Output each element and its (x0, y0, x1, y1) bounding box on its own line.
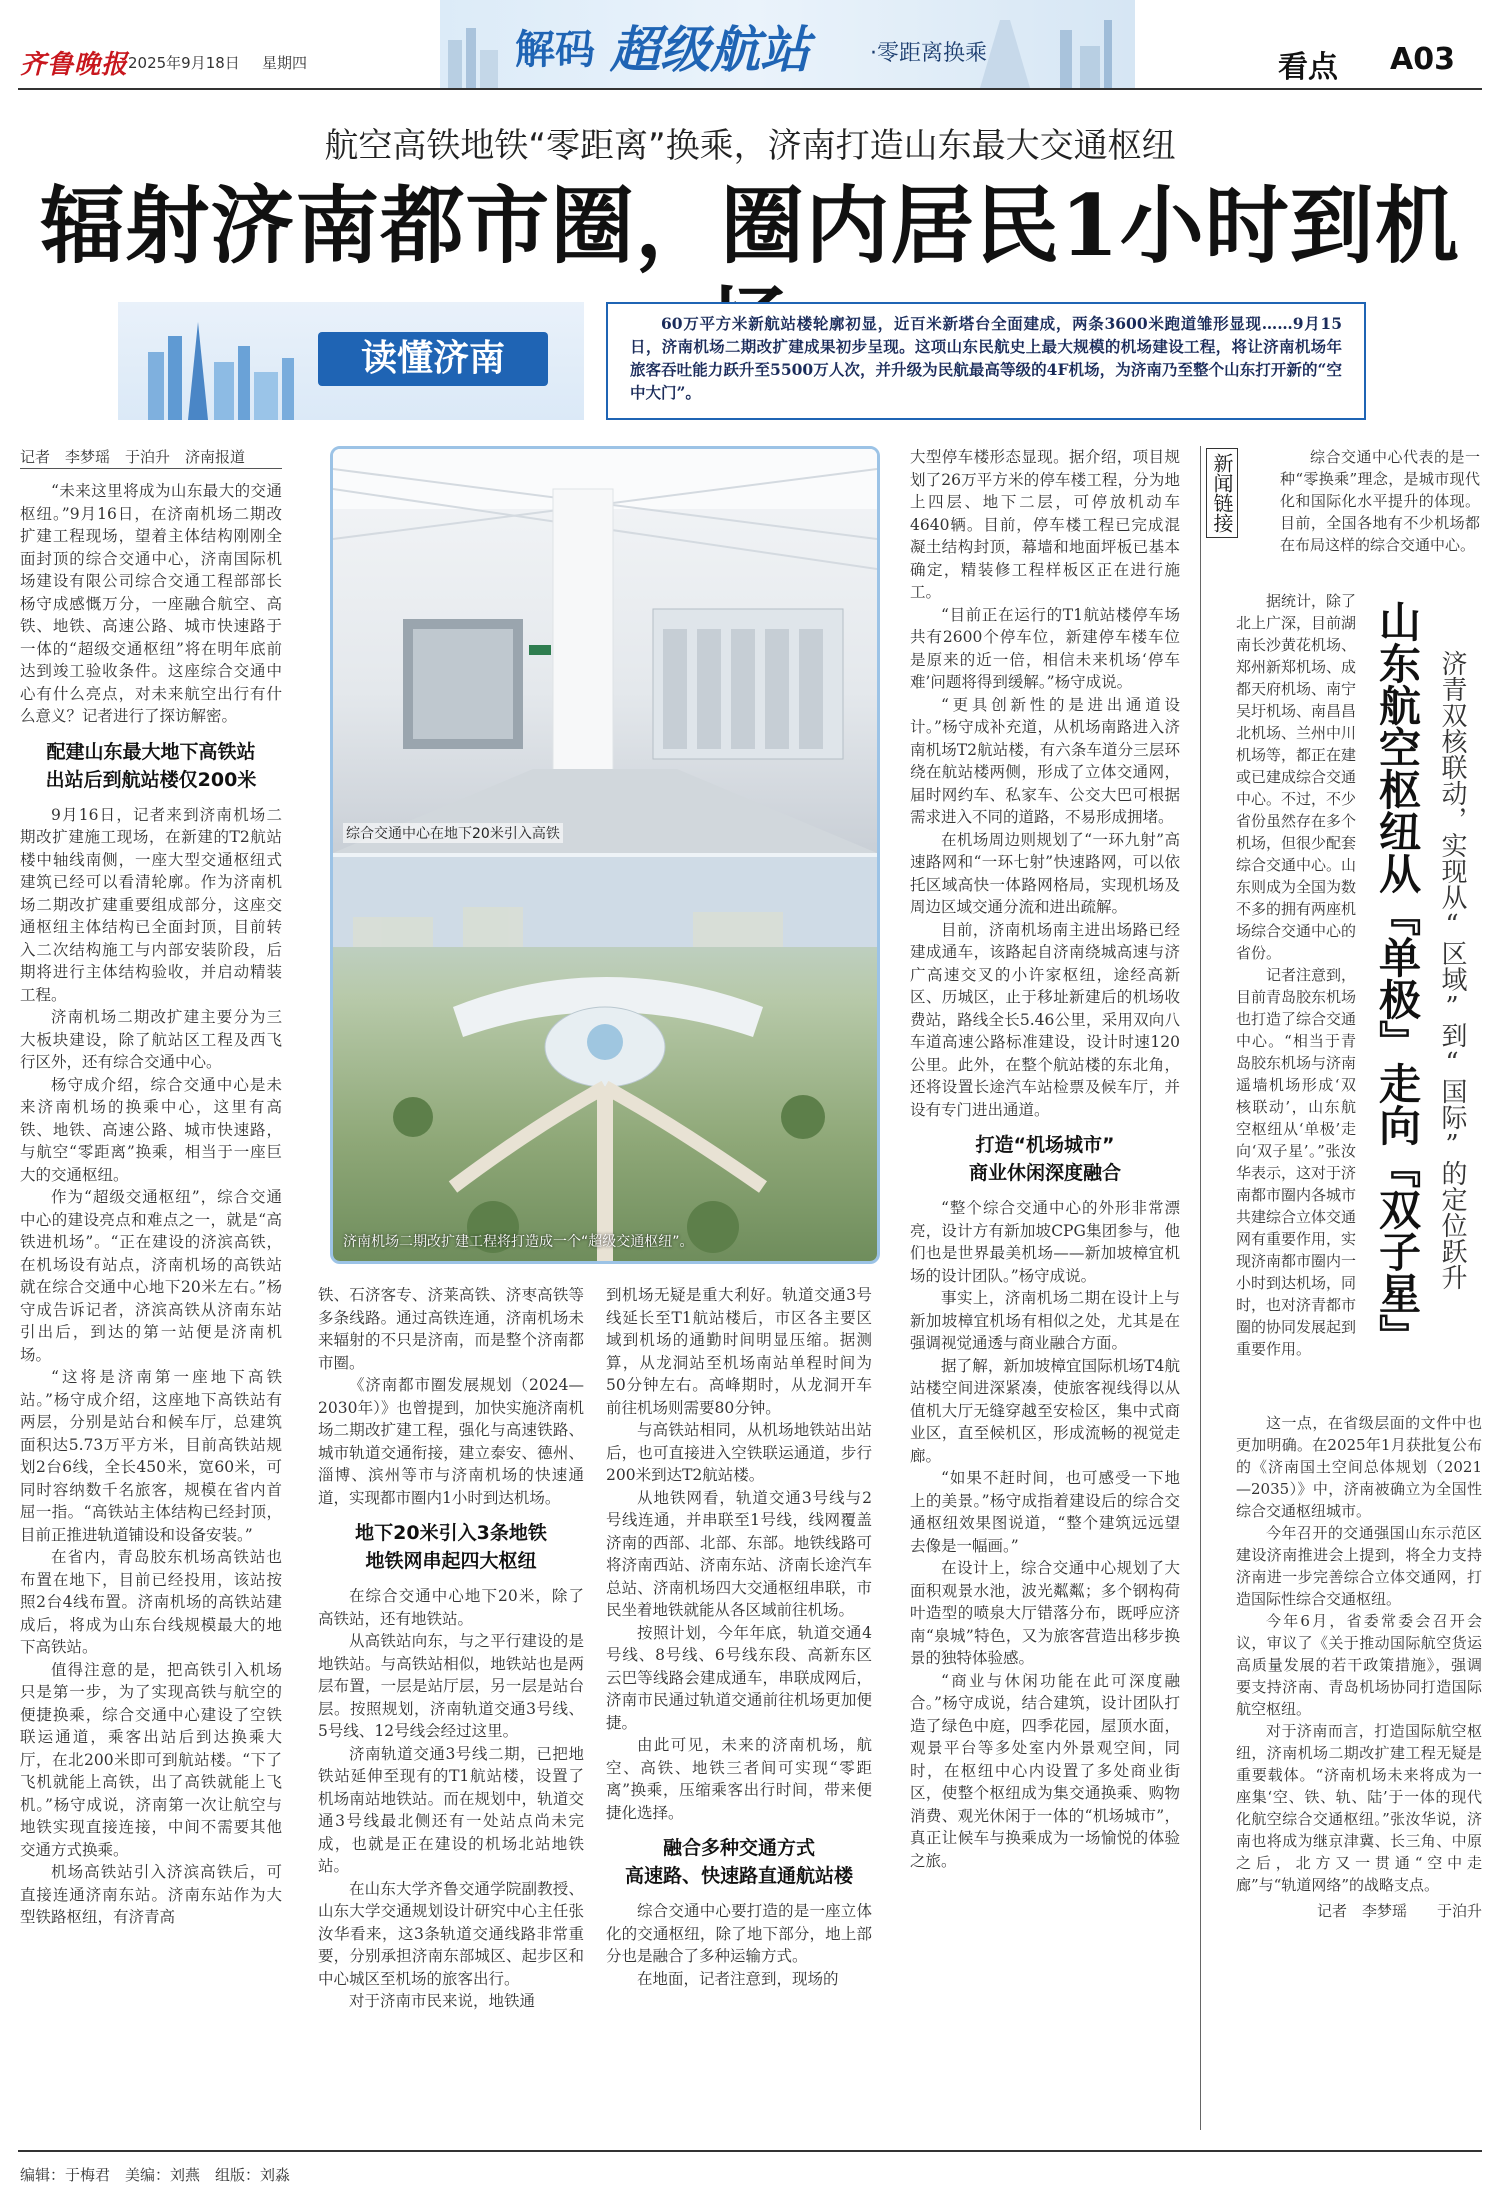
col3-para: 由此可见，未来的济南机场，航空、高铁、地铁三者间可实现“零距离”换乘，压缩乘客出行时间，带来便捷化选择。 (606, 1736, 872, 1822)
photo1-caption: 综合交通中心在地下20米引入高铁 (343, 823, 563, 843)
column-tag: 读懂济南 (318, 332, 548, 386)
column-tag-box (118, 302, 584, 420)
banner (440, 0, 1135, 88)
headline-kicker: 航空高铁地铁“零距离”换乘，济南打造山东最大交通枢纽 (324, 126, 1176, 166)
col2-para: 济南轨道交通3号线二期，已把地铁站延伸至现有的T1航站楼，设置了机场南站地铁站。而在规划中，轨道交通3号线最北侧还有一处站点尚未完成，也就是正在建设的机场北站地铁站。 (318, 1744, 584, 1875)
byline-rule (20, 468, 282, 469)
col4-para: 大型停车楼形态显现。据介绍，项目规划了26万平方米的停车楼工程，分为地上四层、地下二层，可停放机动车4640辆。目前，停车楼工程已完成混凝土结构封顶，幕墙和地面坪板已基本确定，精装修工程样板区正在进行施工。 (910, 448, 1180, 601)
col1-para: 作为“超级交通枢纽”，综合交通中心的建设亮点和难点之一，就是“高铁进机场”。“正在建设的济滨高铁，在机场设有站点，济南机场的高铁站就在综合交通中心地下20米左右。”杨守成告诉记者，济滨高铁从济南东站引出后，到达的第一站便是济南机场。 (20, 1188, 282, 1364)
col3-para: 到机场无疑是重大利好。轨道交通3号线延长至T1航站楼后，市区各主要区域到机场的通勤时间明显压缩。据测算，从龙洞站至机场南站单程时间为50分钟左右。高峰期时，从龙洞开车前往机场则需要80分钟。 (606, 1286, 872, 1417)
col1-subheading: 配建山东最大地下高铁站 出站后到航站楼仅200米 (45, 740, 257, 791)
col1-intro: “未来这里将成为山东最大的交通枢纽。”9月16日，在济南机场二期改扩建工程现场，望着主体结构刚刚全面封顶的综合交通中心，济南国际机场建设有限公司综合交通工程部部长杨守成感慨万分，一座融合航空、高铁、地铁、高速公路、城市快速路于一体的“超级交通枢纽”将在明年底前达到竣工验收条件。这座综合交通中心有什么亮点，对未来航空出行有什么意义？记者进行了探访解密。 (20, 482, 282, 725)
lead-text: 60万平方米新航站楼轮廓初显，近百米新塔台全面建成，两条3600米跑道雏形显现……9月15日，济南机场二期改扩建成果初步呈现。这项山东民航史上最大规模的机场建设工程，将让济南机场年旅客吞吐能力跃升至5500万人次，并升级为民航最高等级的4F机场，为济南乃至整个山东打开新的“空中大门”。 (608, 304, 1364, 418)
col2-para: 《济南都市圈发展规划（2024—2030年）》也曾提到，加快实施济南机场二期改扩建工程，强化与高速铁路、城市轨道交通衔接，建立泰安、德州、淄博、滨州等市与济南机场的快速通道，实现都市圈内1小时到达机场。 (318, 1376, 584, 1507)
col4-para: 据了解，新加坡樟宜国际机场T4航站楼空间进深紧凑，使旅客视线得以从值机大厅无缝穿越至安检区，集中式商业区，直至候机区，形成流畅的视觉走廊。 (910, 1356, 1180, 1465)
news-link-tag: 新闻链接 (1206, 448, 1238, 538)
col3-para: 综合交通中心要打造的是一座立体化的交通枢纽，除了地下部分，地上部分也是融合了多种运输方式。 (606, 1902, 872, 1965)
lead-box (606, 302, 1366, 420)
column-1 (20, 480, 282, 2130)
footer-credits: 编辑：于梅君 美编：刘燕 组版：刘淼 (20, 2166, 291, 2184)
col4-para: “如果不赶时间，也可感受一下地上的美景。”杨守成指着建设后的综合交通枢纽效果图说道，“整个建筑远远望去像是一幅画。” (910, 1469, 1180, 1555)
col2-subheading: 地下20米引入3条地铁 地铁网串起四大枢纽 (355, 1522, 547, 1572)
col2-para: 铁、石济客专、济莱高铁、济枣高铁等多条线路。通过高铁连通，济南机场未来辐射的不只是济南，而是整个济南都市圈。 (318, 1286, 584, 1372)
photo-station-interior (333, 449, 877, 853)
sidebar-para: 记者注意到，目前青岛胶东机场也打造了综合交通中心。“相当于青岛胶东机场与济南遥墙机场形成‘双核联动’，山东航空枢纽从‘单极’走向‘双子星’。”张汝华表示，这对于济南都市圈内各城市共建综合立体交通网有重要作用，实现济南都市圈内一小时到达机场，同时，也对济青都市圈的协同发展起到重要作用。 (1236, 966, 1356, 1358)
photo2-caption: 济南机场二期改扩建工程将打造成一个“超级交通枢纽”。 (343, 1234, 694, 1250)
banner-sub: ·零距离换乘 (870, 41, 987, 66)
col4-para: 在机场周边则规划了“一环九射”高速路网和“一环七射”快速路网，可以依托区域高快一体路网格局，实现机场及周边区域交通分流和进出疏解。 (910, 830, 1180, 916)
sidebar-title-big: 山东航空枢纽从『单极』走向『双子星』 (1373, 600, 1422, 1356)
issue-date: 2025年9月18日 (128, 54, 240, 72)
col1-para: “这将是济南第一座地下高铁站。”杨守成介绍，这座地下高铁站有两层，分别是站台和候车厅，总建筑面积达5.73万平方米，目前高铁站规划2台6线，全长450米，宽60米，可同时容纳数千名旅客，规模在省内首屈一指。“高铁站主体结构已经封顶，目前正推进轨道铺设和设备安装。” (20, 1368, 282, 1544)
masthead-rule (18, 88, 1482, 90)
byline: 记者 李梦瑶 于泊升 济南报道 (20, 448, 246, 466)
platform-illustration (333, 449, 877, 853)
city-skyline-illustration (118, 302, 338, 420)
col3-para: 从地铁网看，轨道交通3号线与2号线连通，并串联至1号线，线网覆盖济南的西部、北部、东部。地铁线路可将济南西站、济南东站、济南长途汽车总站、济南机场四大交通枢纽串联，市民坐着地铁就能从各区域前往机场。 (606, 1488, 872, 1619)
col3-para: 与高铁站相同，从机场地铁站出站后，也可直接进入空铁联运通道，步行200米到达T2航站楼。 (606, 1421, 872, 1484)
photo-aerial-rendering (333, 857, 877, 1261)
section-label: 看点 (1278, 50, 1338, 85)
sidebar-para: 今年召开的交通强国山东示范区建设济南推进会上提到，将全力支持济南进一步完善综合立体交通网，打造国际性综合交通枢纽。 (1236, 1524, 1482, 1608)
sidebar-title-small: 济青双核联动，实现从“区域”到“国际”的定位跃升 (1437, 650, 1467, 1290)
page-number: A03 (1390, 42, 1455, 77)
sidebar-para: 据统计，除了北上广深，目前湖南长沙黄花机场、郑州新郑机场、成都天府机场、南宁吴圩机场、南昌昌北机场、兰州中川机场等，都正在建或已建成综合交通中心。不过，不少省份虽然存在多个机场，但很少配套综合交通中心。山东则成为全国为数不多的拥有两座机场综合交通中心的省份。 (1236, 592, 1356, 962)
col1-para: 9月16日，记者来到济南机场二期改扩建施工现场，在新建的T2航站楼中轴线南侧，一座大型交通枢纽式建筑已经可以看清轮廓。作为济南机场二期改扩建重要组成部分，这座交通枢纽主体结构已全面封顶，目前转入二次结构施工与内部安装阶段，后期将进行主体结构验收，并启动精装工程。 (20, 805, 282, 1004)
sidebar-narrow-text (1236, 590, 1356, 1410)
col1-para: 杨守成介绍，综合交通中心是未来济南机场的换乘中心，这里有高铁、地铁、高速公路、城市快速路，与航空“零距离”换乘，相当于一座巨大的交通枢纽。 (20, 1075, 282, 1184)
sidebar-bottom-text (1236, 1412, 1482, 2130)
banner-main: 超级航站 (610, 21, 810, 79)
column-4 (910, 446, 1180, 2130)
col4-para: “目前正在运行的T1航站楼停车场共有2600个停车位，新建停车楼车位是原来的近一倍，相信未来机场‘停车难’问题将得到缓解。”杨守成说。 (910, 605, 1180, 691)
col2-para: 在综合交通中心地下20米，除了高铁站，还有地铁站。 (318, 1587, 584, 1628)
col1-para: 在省内，青岛胶东机场高铁站也布置在地下，目前已经投用，该站按照2台4线布置。济南机场的高铁站建成后，将成为山东台线规模最大的地下高铁站。 (20, 1548, 282, 1656)
col3-para: 在地面，记者注意到，现场的 (637, 1969, 839, 1988)
col4-para: “整个综合交通中心的外形非常漂亮，设计方有新加坡CPG集团参与，他们也是世界最美机场——新加坡樟宜机场的设计团队。”杨守成说。 (910, 1199, 1180, 1285)
issue-weekday: 星期四 (262, 54, 308, 72)
col2-para: 对于济南市民来说，地铁通 (349, 1992, 536, 2010)
photo-frame (330, 446, 880, 1264)
banner-prefix: 解码 (515, 27, 595, 73)
newspaper-logo: 齐鲁晚报 (20, 50, 129, 80)
col3-subheading: 融合多种交通方式 高速路、快速路直通航站楼 (624, 1837, 853, 1887)
column-3 (606, 1284, 872, 2130)
sidebar-byline: 记者 李梦瑶 于泊升 (1316, 1902, 1482, 1920)
sidebar-para: 对于济南而言，打造国际航空枢纽，济南机场二期改扩建工程无疑是重要载体。“济南机场未来将成为一座集‘空、铁、轨、陆’于一体的现代化航空综合交通枢纽。”张汝华说，济南也将成为继京津冀、长三角、中原之后，北方又一贯通“空中走廊”与“轨道网络”的战略支点。 (1236, 1722, 1482, 1894)
col2-para: 在山东大学齐鲁交通学院副教授、山东大学交通规划设计研究中心主任张汝华看来，这3条轨道交通线路非常重要，分别承担济南东部城区、起步区和中心城区至机场的旅客出行。 (318, 1879, 584, 1988)
col1-para: 值得注意的是，把高铁引入机场只是第一步，为了实现高铁与航空的便捷换乘，综合交通中心建设了空铁联运通道，乘客出站后到达换乘大厅，在北200米即可到航站楼。“下了飞机就能上高铁，出了高铁就能上飞机。”杨守成说，济南第一次让航空与地铁实现直接连接，中间不需要其他交通方式换乘。 (20, 1660, 282, 1859)
airport-rendering (333, 857, 877, 1261)
sidebar-para: 今年6月，省委常委会召开会议，审议了《关于推动国际航空货运高质量发展的若干政策措施》，强调要支持济南、青岛机场协同打造国际航空枢纽。 (1236, 1612, 1482, 1718)
col4-para: “商业与休闲功能在此可深度融合。”杨守成说，结合建筑，设计团队打造了绿色中庭，四季花园，屋顶水面，观景平台等多处室内外景观空间，同时，在枢纽中心内设置了多处商业街区，使整个枢纽成为集交通换乘、购物消费、观光休闲于一体的“机场城市”，真正让候车与换乘成为一场愉悦的体验之旅。 (910, 1671, 1180, 1870)
col4-para: 事实上，济南机场二期在设计上与新加坡樟宜机场有相似之处，尤其是在强调视觉通透与商业融合方面。 (910, 1289, 1180, 1352)
masthead (0, 0, 1500, 90)
col4-para: 在设计上，综合交通中心规划了大面积观景水池，波光粼粼；多个钢构荷叶造型的喷泉大厅错落分布，既呼应济南“泉城”特色，又为旅客营造出移步换景的独特体验感。 (910, 1559, 1180, 1667)
sidebar-top-text (1280, 446, 1480, 586)
col4-subheading: 打造“机场城市” 商业休闲深度融合 (968, 1134, 1121, 1184)
sidebar-para: 综合交通中心代表的是一种“零换乘”理念，是城市现代化和国际化水平提升的体现。目前，全国各地有不少机场都在布局这样的综合交通中心。 (1280, 448, 1480, 554)
column-2 (318, 1284, 584, 2130)
col4-para: “更具创新性的是进出通道设计。”杨守成补充道，从机场南路进入济南机场T2航站楼，有六条车道分三层环绕在航站楼两侧，形成了立体交通网，届时网约车、私家车、公交大巴可根据需求进入不同的道路，不易形成拥堵。 (910, 695, 1180, 826)
sidebar-divider (1200, 446, 1201, 2130)
sidebar-para: 这一点，在省级层面的文件中也更加明确。在2025年1月获批复公布的《济南国土空间总体规划（2021—2035）》中，济南被确立为全国性综合交通枢纽城市。 (1236, 1414, 1482, 1520)
footer-rule (18, 2150, 1482, 2152)
col1-para: 机场高铁站引入济滨高铁后，可直接连通济南东站。济南东站作为大型铁路枢纽，有济青高 (20, 1863, 282, 1926)
col4-para: 目前，济南机场南主进出场路已经建成通车，该路起自济南绕城高速与济广高速交叉的小许家枢纽，途经高新区、历城区，止于移址新建后的机场收费站，路线全长5.46公里，采用双向八车道高速公路标准建设，设计时速120公里。此外，在整个航站楼的东北角，还将设置长途汽车站检票及候车厅，并设有专门进出通道。 (910, 920, 1180, 1119)
headline-title: 辐射济南都市圈，圈内居民1小时到机 (40, 176, 1460, 275)
col3-para: 按照计划，今年年底，轨道交通4号线、8号线、6号线东段、高新东区云巴等线路会建成通车，串联成网后，济南市民通过轨道交通前往机场更加便捷。 (606, 1623, 872, 1732)
col2-para: 从高铁站向东，与之平行建设的是地铁站。与高铁站相似，地铁站也是两层布置，一层是站厅层，另一层是站台层。按照规划，济南轨道交通3号线、5号线、12号线会经过这里。 (318, 1632, 584, 1740)
col1-para: 济南机场二期改扩建主要分为三大板块建设，除了航站区工程及西飞行区外，还有综合交通中心。 (20, 1008, 282, 1071)
